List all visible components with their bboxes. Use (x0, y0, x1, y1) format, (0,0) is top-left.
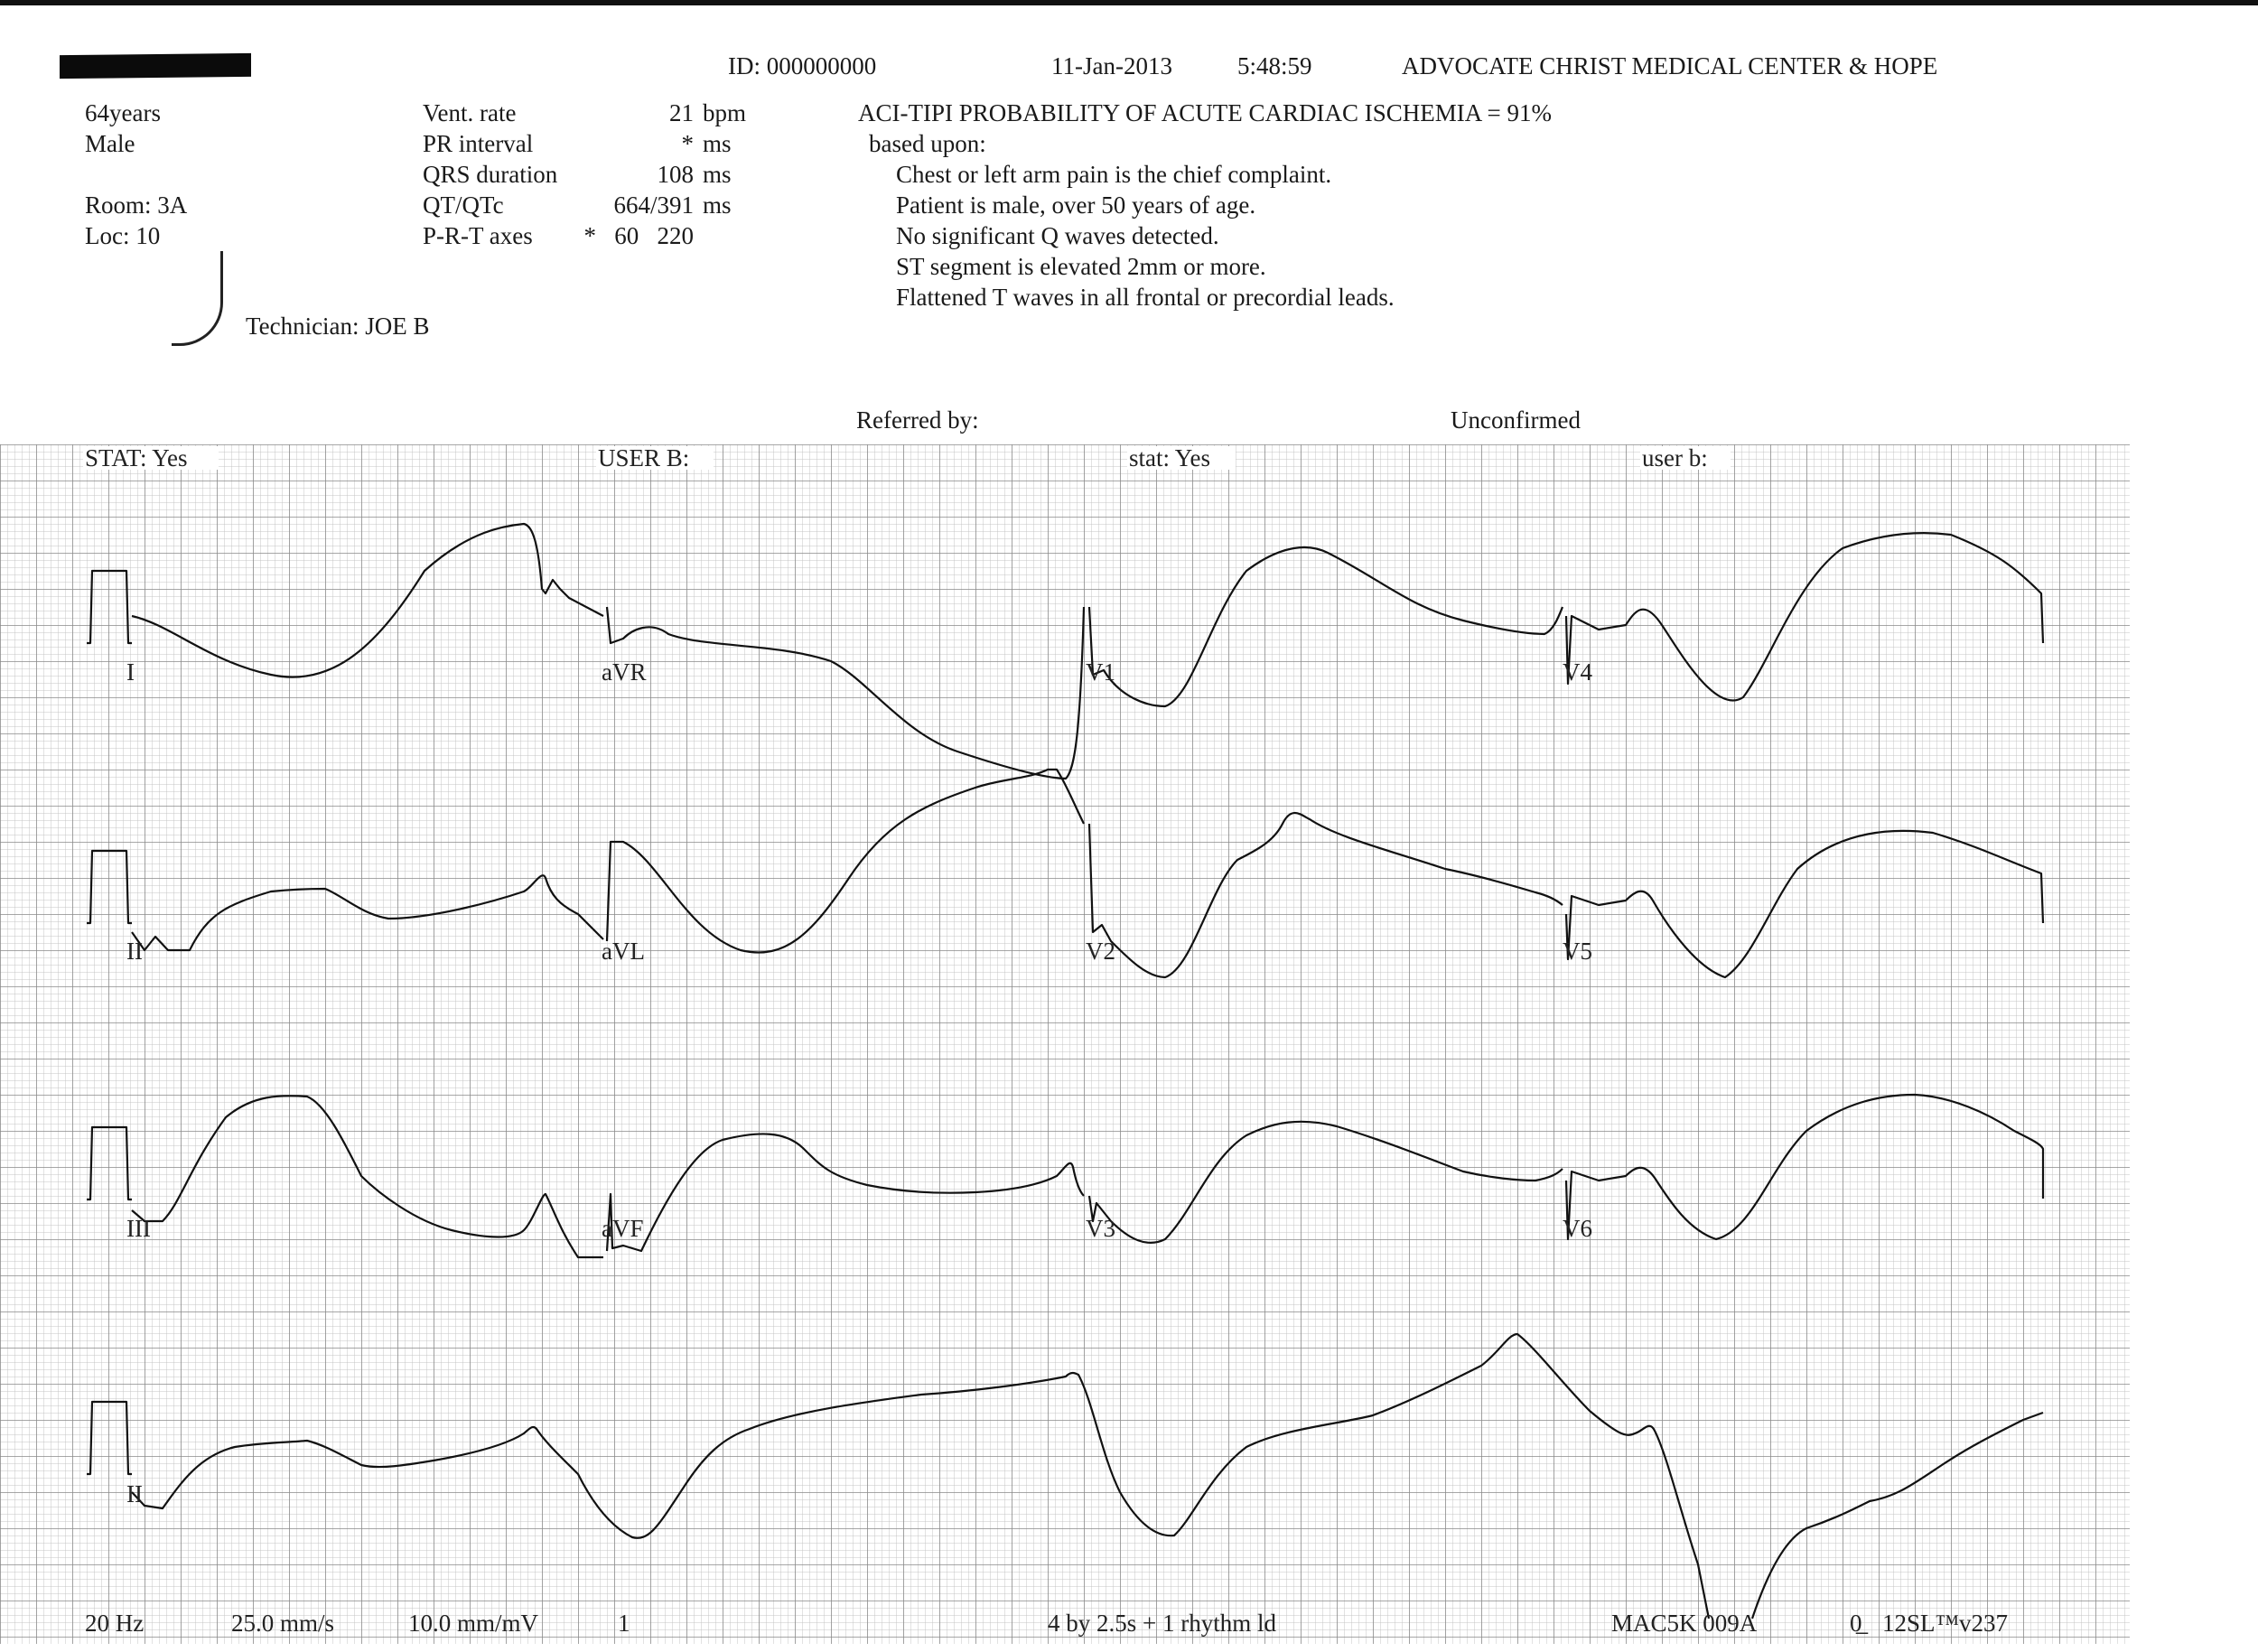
software-version: 12SL™v237 (1882, 1610, 2008, 1637)
finding: No significant Q waves detected. (896, 222, 1219, 249)
paper-speed: 25.0 mm/s (231, 1610, 335, 1637)
patient-id: ID: 000000000 (728, 52, 877, 79)
page-number: 1 (618, 1610, 630, 1637)
finding: Patient is male, over 50 years of age. (896, 191, 1256, 219)
measurement-unit: ms (703, 130, 732, 157)
lead-label-V4: V4 (1563, 658, 1592, 686)
user-lower: user b: (1642, 444, 1708, 471)
lead-label-aVR: aVR (602, 658, 647, 686)
confirmation-status: Unconfirmed (1451, 406, 1581, 434)
referred-by: Referred by: (856, 406, 979, 434)
measurement-row (423, 128, 746, 159)
report-date: 11-Jan-2013 (1051, 52, 1172, 79)
interpretation (858, 98, 1552, 313)
measurement-row (423, 98, 746, 128)
measurement-label: P-R-T axes (423, 222, 533, 249)
measurement-label: Vent. rate (423, 99, 517, 126)
lead-label-V1: V1 (1086, 658, 1115, 686)
lead-label-aVL: aVL (602, 938, 645, 965)
lead-label-V6: V6 (1563, 1215, 1592, 1242)
lead-label-V5: V5 (1563, 938, 1592, 965)
finding: Chest or left arm pain is the chief complaint. (896, 161, 1332, 188)
ecg-chart (0, 444, 2130, 1644)
lead-label-rhythm: II (126, 1480, 143, 1507)
finding: ST segment is elevated 2mm or more. (896, 253, 1266, 280)
measurements-table (423, 98, 746, 251)
finding: Flattened T waves in all frontal or precordial leads. (896, 284, 1395, 311)
measurement-row (423, 159, 746, 190)
measurement-value: 21 (669, 99, 694, 126)
report-time: 5:48:59 (1237, 52, 1312, 79)
software-icon: 0̲ (1850, 1610, 1862, 1637)
lead-label-II: II (126, 938, 143, 965)
patient-location: Loc: 10 (85, 222, 161, 249)
measurement-row (423, 190, 746, 220)
stat-lower: stat: Yes (1129, 444, 1211, 471)
measurement-value: 108 (657, 161, 694, 188)
based-upon: based upon: (869, 130, 986, 157)
lead-label-III: III (126, 1215, 151, 1242)
measurement-value: * 60 220 (583, 222, 694, 249)
layout-format: 4 by 2.5s + 1 rhythm ld (1048, 1610, 1276, 1637)
device-id: MAC5K 009A (1611, 1610, 1758, 1637)
stat-upper: STAT: Yes (85, 444, 188, 471)
measurement-row (423, 220, 746, 251)
measurement-label: QT/QTc (423, 191, 504, 219)
lead-label-aVF: aVF (602, 1215, 644, 1242)
institution-name: ADVOCATE CHRIST MEDICAL CENTER & HOPE (1402, 52, 1938, 79)
user-upper: USER B: (598, 444, 690, 471)
patient-info (85, 98, 187, 251)
measurement-label: QRS duration (423, 161, 558, 188)
lead-label-V3: V3 (1086, 1215, 1115, 1242)
measurement-unit (694, 220, 703, 251)
bracket-mark (172, 251, 223, 346)
ecg-grid (0, 444, 2130, 1644)
measurement-unit: bpm (703, 99, 747, 126)
measurement-unit: ms (703, 161, 732, 188)
patient-room: Room: 3A (85, 191, 188, 219)
gain-setting: 10.0 mm/mV (408, 1610, 539, 1637)
measurement-label: PR interval (423, 130, 534, 157)
measurement-unit: ms (703, 191, 732, 219)
lead-label-I: I (126, 658, 135, 686)
patient-age: 64years (85, 99, 161, 126)
report-header (0, 0, 2258, 443)
technician: Technician: JOE B (246, 313, 430, 340)
redacted-patient-name (60, 53, 251, 79)
measurement-value: 664/391 (613, 191, 694, 219)
lead-label-V2: V2 (1086, 938, 1115, 965)
filter-setting: 20 Hz (85, 1610, 145, 1637)
measurement-value: * (681, 130, 694, 157)
patient-sex: Male (85, 130, 135, 157)
interpretation-headline: ACI-TIPI PROBABILITY OF ACUTE CARDIAC ISCHEMIA = 91% (858, 99, 1552, 126)
